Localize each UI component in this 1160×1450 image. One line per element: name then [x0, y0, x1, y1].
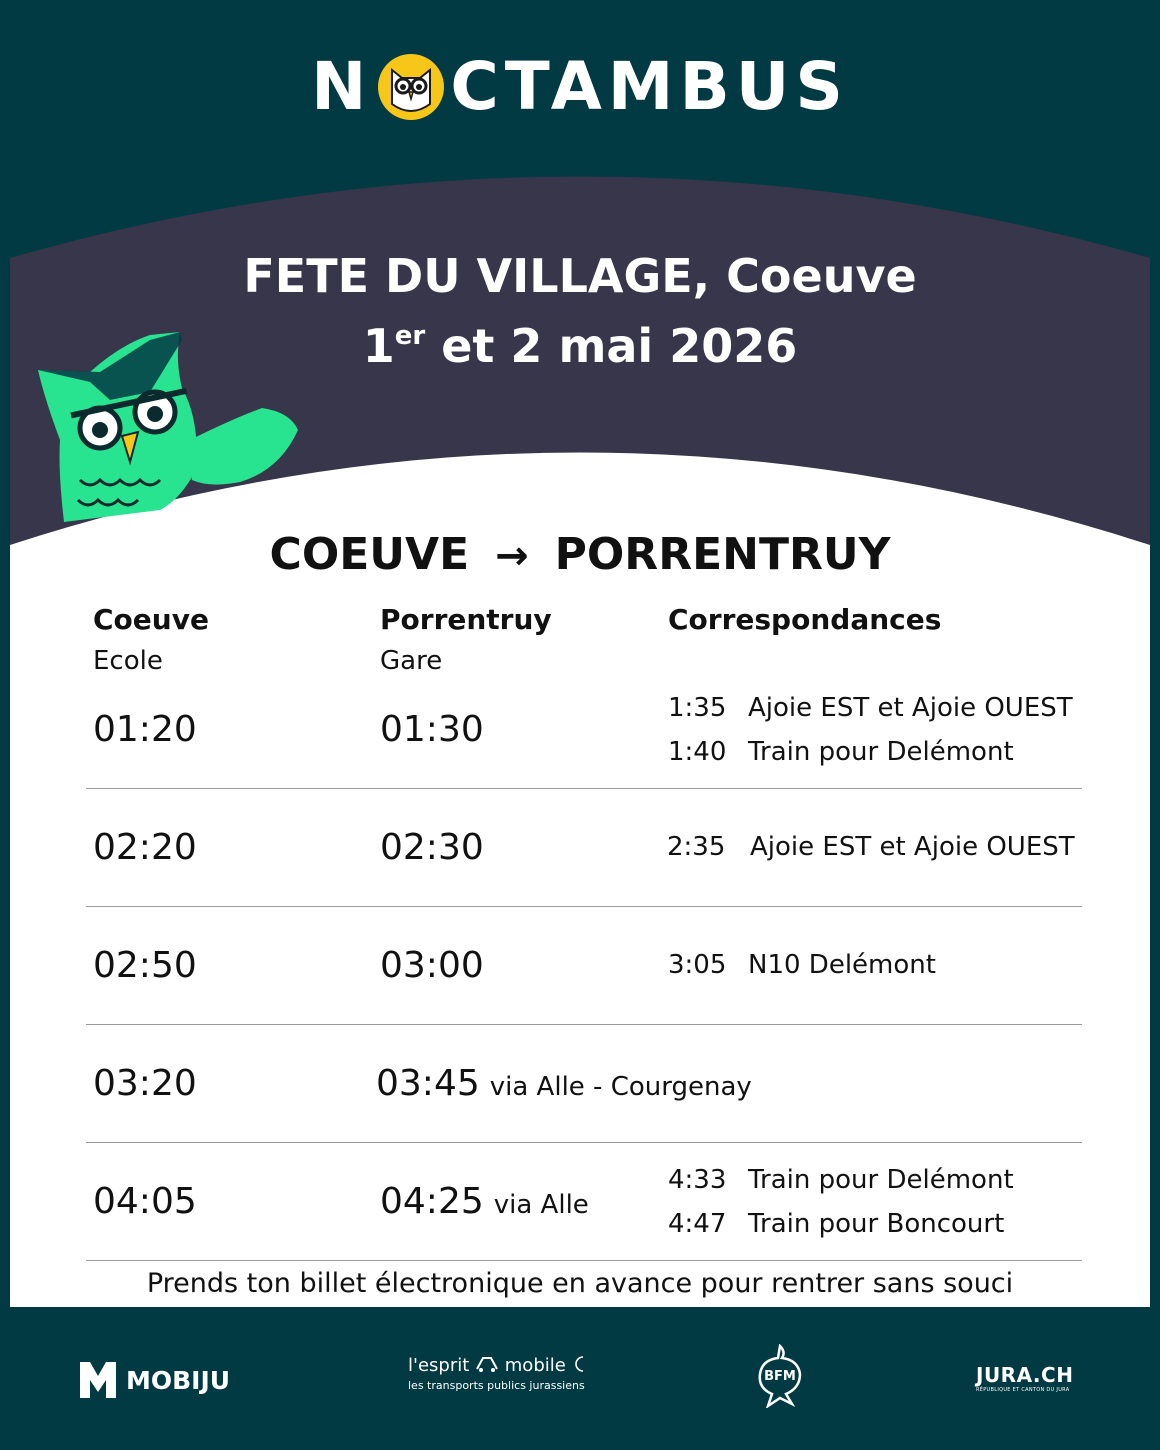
- trip-5-arrive-wrap: [380, 1180, 589, 1227]
- mobiju-logo: [78, 1360, 230, 1400]
- destination-stop: Gare: [380, 646, 443, 676]
- connection-time: 4:33: [668, 1165, 727, 1195]
- trip-5-connection-2: [668, 1207, 1004, 1241]
- moon-icon: [572, 1355, 588, 1373]
- mobile-text: mobile: [504, 1355, 566, 1376]
- logo-text-start: N: [311, 48, 373, 125]
- connection-label: Train pour Delémont: [748, 1165, 1014, 1195]
- connection-label: Ajoie EST et Ajoie OUEST: [750, 832, 1075, 862]
- connection-label: Train pour Delémont: [748, 737, 1014, 767]
- row-divider: [86, 1024, 1082, 1025]
- connection-time: 1:40: [668, 737, 727, 767]
- connection-time: 1:35: [668, 693, 727, 723]
- event-date: [0, 306, 1160, 376]
- arrow-right-icon: →: [495, 533, 529, 579]
- event-date-rest: et 2 mai 2026: [425, 319, 798, 373]
- trip-5-connection-1: [668, 1163, 1014, 1197]
- row-divider: [86, 906, 1082, 907]
- trip-5-depart: 04:05: [93, 1181, 197, 1222]
- esprit-mobile-logo: [408, 1354, 608, 1394]
- trip-2-connection-1: [667, 830, 1075, 864]
- event-date-day: 1: [362, 319, 395, 373]
- route-from: COEUVE: [269, 529, 470, 580]
- trip-4-via: via Alle - Courgenay: [489, 1072, 752, 1102]
- trip-2-arrive: 02:30: [380, 827, 484, 868]
- ticket-note: Prends ton billet électronique en avance pour rentrer sans souci: [146, 1268, 1014, 1299]
- route-heading: [0, 527, 1160, 584]
- mobiju-text: MOBIJU: [126, 1365, 231, 1395]
- event-date-ordinal: er: [394, 321, 426, 351]
- bfm-text: BFM: [764, 1369, 796, 1384]
- esprit-tagline: les transports publics jurassiens: [408, 1379, 585, 1392]
- origin-stop: Ecole: [93, 646, 163, 676]
- owl-face-icon: [376, 52, 446, 122]
- noctambus-logo: [0, 48, 1160, 125]
- connection-time: 4:47: [668, 1209, 727, 1239]
- bfm-logo-icon: [752, 1344, 808, 1408]
- connection-label: Ajoie EST et Ajoie OUEST: [748, 693, 1073, 723]
- jura-text: JURA.CH: [976, 1363, 1074, 1387]
- connection-time: 3:05: [668, 950, 727, 980]
- logo-text-end: CTAMBUS: [450, 48, 849, 125]
- trip-4-depart: 03:20: [93, 1063, 197, 1104]
- trip-1-depart: 01:20: [93, 709, 197, 750]
- event-title: FETE DU VILLAGE, Coeuve: [243, 249, 917, 303]
- mobiju-m-icon: [78, 1360, 118, 1400]
- destination-column-title: Porrentruy: [380, 603, 552, 636]
- origin-column-title: Coeuve: [93, 603, 209, 636]
- trip-2-depart: 02:20: [93, 827, 197, 868]
- trip-3-depart: 02:50: [93, 945, 197, 986]
- trip-5-via: via Alle: [493, 1190, 589, 1220]
- jura-subtitle: RÉPUBLIQUE ET CANTON DU JURA: [976, 1387, 1070, 1393]
- trip-4-arrive-wrap: [376, 1062, 752, 1109]
- trip-3-arrive: 03:00: [380, 945, 484, 986]
- row-divider: [86, 788, 1082, 789]
- trip-4-arrive: 03:45: [376, 1063, 480, 1104]
- connections-column-title: Correspondances: [668, 603, 942, 636]
- connection-time: 2:35: [667, 832, 726, 862]
- row-divider: [86, 1142, 1082, 1143]
- bus-icon: [475, 1355, 499, 1373]
- connection-label: Train pour Boncourt: [748, 1209, 1005, 1239]
- trip-3-connection-1: [668, 948, 936, 982]
- route-to: PORRENTRUY: [554, 529, 891, 580]
- esprit-text: l'esprit: [408, 1355, 470, 1376]
- trip-5-arrive: 04:25: [380, 1181, 484, 1222]
- connection-label: N10 Delémont: [748, 950, 936, 980]
- jura-ch-logo: [976, 1364, 1073, 1394]
- trip-1-arrive: 01:30: [380, 709, 484, 750]
- trip-1-connection-2: [668, 735, 1014, 769]
- row-divider: [86, 1260, 1082, 1261]
- trip-1-connection-1: [668, 691, 1073, 725]
- footer-partners: [0, 1308, 1160, 1450]
